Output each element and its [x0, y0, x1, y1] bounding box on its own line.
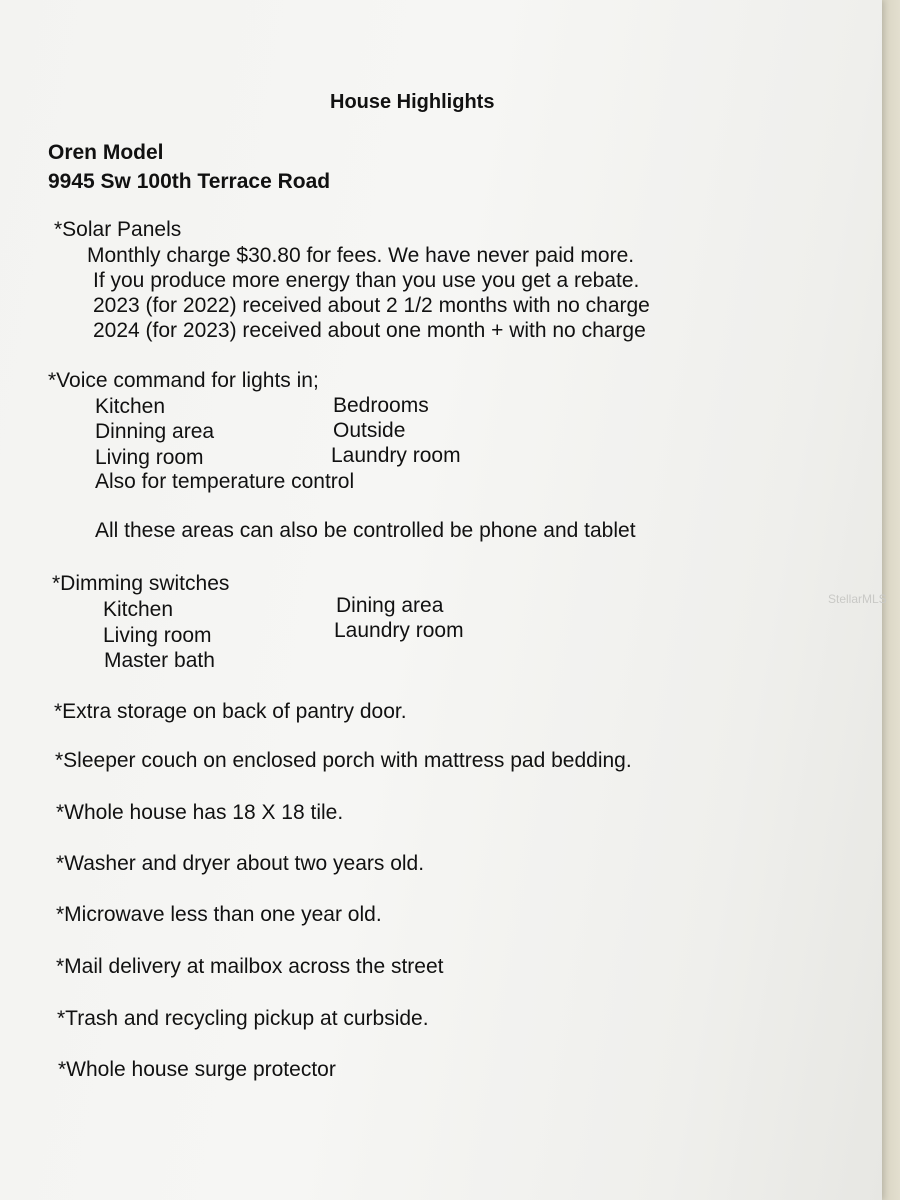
voice-room: Dinning area [95, 420, 215, 443]
highlight-item: *Extra storage on back of pantry door. [54, 700, 407, 723]
voice-heading: *Voice command for lights in; [48, 369, 319, 392]
property-address: 9945 Sw 100th Terrace Road [48, 170, 331, 193]
highlight-item: *Whole house has 18 X 18 tile. [56, 801, 344, 824]
dimming-room: Laundry room [334, 619, 464, 642]
voice-room: Bedrooms [333, 394, 429, 417]
solar-line: If you produce more energy than you use you get a rebate. [93, 269, 640, 292]
voice-temperature: Also for temperature control [95, 470, 355, 493]
dimming-heading: *Dimming switches [52, 572, 230, 595]
solar-line: Monthly charge $30.80 for fees. We have never paid more. [87, 244, 635, 267]
highlight-item: *Whole house surge protector [58, 1058, 336, 1081]
voice-room: Kitchen [95, 395, 166, 418]
model-name: Oren Model [48, 141, 164, 164]
document-title: House Highlights [330, 91, 495, 113]
highlight-item: *Microwave less than one year old. [56, 903, 382, 926]
solar-line: 2023 (for 2022) received about 2 1/2 months with no charge [93, 294, 650, 317]
dimming-room: Living room [103, 624, 212, 647]
dimming-room: Master bath [104, 649, 215, 672]
voice-room: Living room [95, 446, 204, 469]
highlight-item: *Sleeper couch on enclosed porch with mattress pad bedding. [55, 749, 632, 772]
highlight-item: *Washer and dryer about two years old. [56, 852, 425, 875]
voice-room: Laundry room [331, 444, 461, 467]
highlight-item: *Mail delivery at mailbox across the street [56, 955, 444, 978]
voice-note: All these areas can also be controlled be phone and tablet [95, 519, 636, 542]
dimming-room: Dining area [336, 594, 444, 617]
highlight-item: *Trash and recycling pickup at curbside. [57, 1007, 429, 1030]
solar-line: 2024 (for 2023) received about one month + with no charge [93, 319, 646, 342]
dimming-room: Kitchen [103, 598, 174, 621]
solar-heading: *Solar Panels [54, 218, 182, 241]
voice-room: Outside [333, 419, 406, 442]
watermark: StellarMLS [828, 592, 887, 606]
